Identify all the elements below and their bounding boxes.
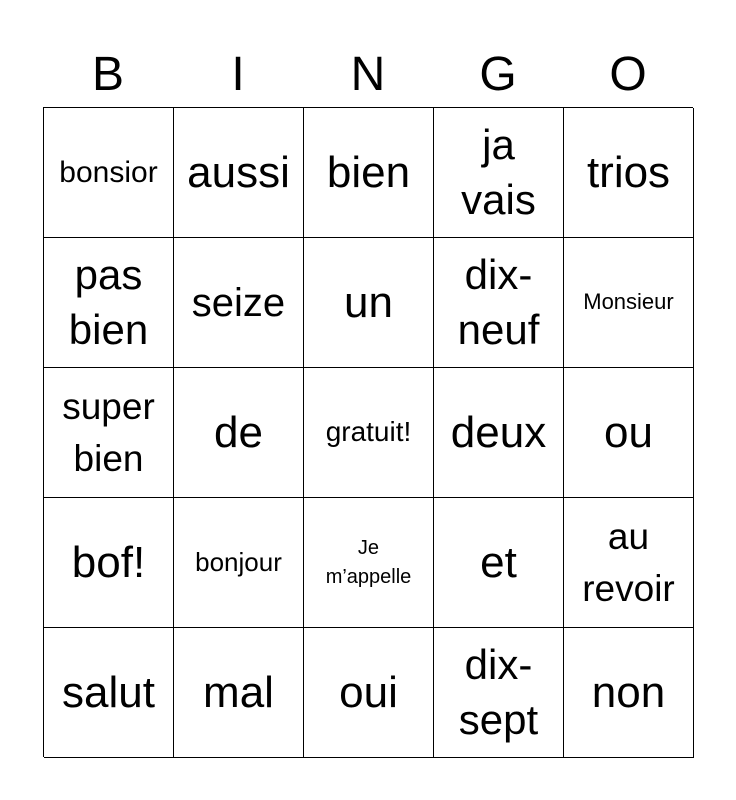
cell-text: salut — [62, 667, 155, 717]
header-letter-i: I — [231, 48, 245, 101]
bingo-cell-r1c3[interactable] — [304, 108, 434, 238]
bingo-board — [43, 107, 693, 757]
bingo-header — [43, 42, 693, 108]
cell-text: au revoir — [582, 515, 675, 609]
cell-text: gratuit! — [325, 416, 412, 448]
bingo-cell-r3c2[interactable] — [174, 368, 304, 498]
cell-text: non — [591, 667, 666, 717]
cell-text: super bien — [62, 385, 155, 479]
bingo-cell-r5c4[interactable] — [434, 628, 564, 758]
cell-text: Je m’appelle — [325, 536, 412, 588]
cell-text: un — [344, 277, 393, 327]
bingo-cell-r1c2[interactable] — [174, 108, 304, 238]
cell-text: bonjour — [195, 546, 282, 577]
cell-text: dix- neuf — [457, 250, 540, 353]
cell-text: bof! — [71, 537, 146, 587]
cell-text: mal — [203, 667, 274, 717]
cell-text: pas bien — [68, 250, 149, 353]
bingo-cell-r1c1[interactable] — [44, 108, 174, 238]
cell-text: trios — [586, 147, 671, 197]
bingo-cell-r3c5[interactable] — [564, 368, 694, 498]
bingo-cell-r4c3[interactable] — [304, 498, 434, 628]
bingo-cell-r3c3[interactable] — [304, 368, 434, 498]
cell-text: ou — [604, 407, 653, 457]
cell-text: de — [214, 407, 263, 457]
cell-text: aussi — [187, 147, 290, 197]
header-letter-o: O — [609, 48, 647, 101]
bingo-cell-r3c4[interactable] — [434, 368, 564, 498]
cell-text: seize — [191, 280, 286, 325]
header-letter-b: B — [91, 48, 124, 101]
bingo-cell-r4c2[interactable] — [174, 498, 304, 628]
bingo-cell-r2c2[interactable] — [174, 238, 304, 368]
cell-text: bien — [326, 147, 411, 197]
cell-text: et — [480, 537, 517, 587]
bingo-cell-r1c5[interactable] — [564, 108, 694, 238]
cell-text: dix- sept — [458, 640, 539, 743]
header-letter-n: N — [350, 48, 386, 101]
cell-text: oui — [339, 667, 398, 717]
bingo-cell-r4c1[interactable] — [44, 498, 174, 628]
bingo-cell-r2c3[interactable] — [304, 238, 434, 368]
bingo-cell-r5c5[interactable] — [564, 628, 694, 758]
cell-text: deux — [450, 407, 547, 457]
bingo-cell-r3c1[interactable] — [44, 368, 174, 498]
bingo-cell-r1c4[interactable] — [434, 108, 564, 238]
bingo-cell-r5c2[interactable] — [174, 628, 304, 758]
bingo-cell-r2c5[interactable] — [564, 238, 694, 368]
bingo-cell-r5c1[interactable] — [44, 628, 174, 758]
bingo-cell-r5c3[interactable] — [304, 628, 434, 758]
header-letter-g: G — [479, 48, 517, 101]
cell-text: bonsior — [59, 156, 158, 189]
bingo-cell-r2c4[interactable] — [434, 238, 564, 368]
cell-text: Monsieur — [583, 289, 674, 315]
cell-text: ja vais — [461, 120, 536, 223]
bingo-cell-r4c5[interactable] — [564, 498, 694, 628]
bingo-cell-r4c4[interactable] — [434, 498, 564, 628]
bingo-cell-r2c1[interactable] — [44, 238, 174, 368]
